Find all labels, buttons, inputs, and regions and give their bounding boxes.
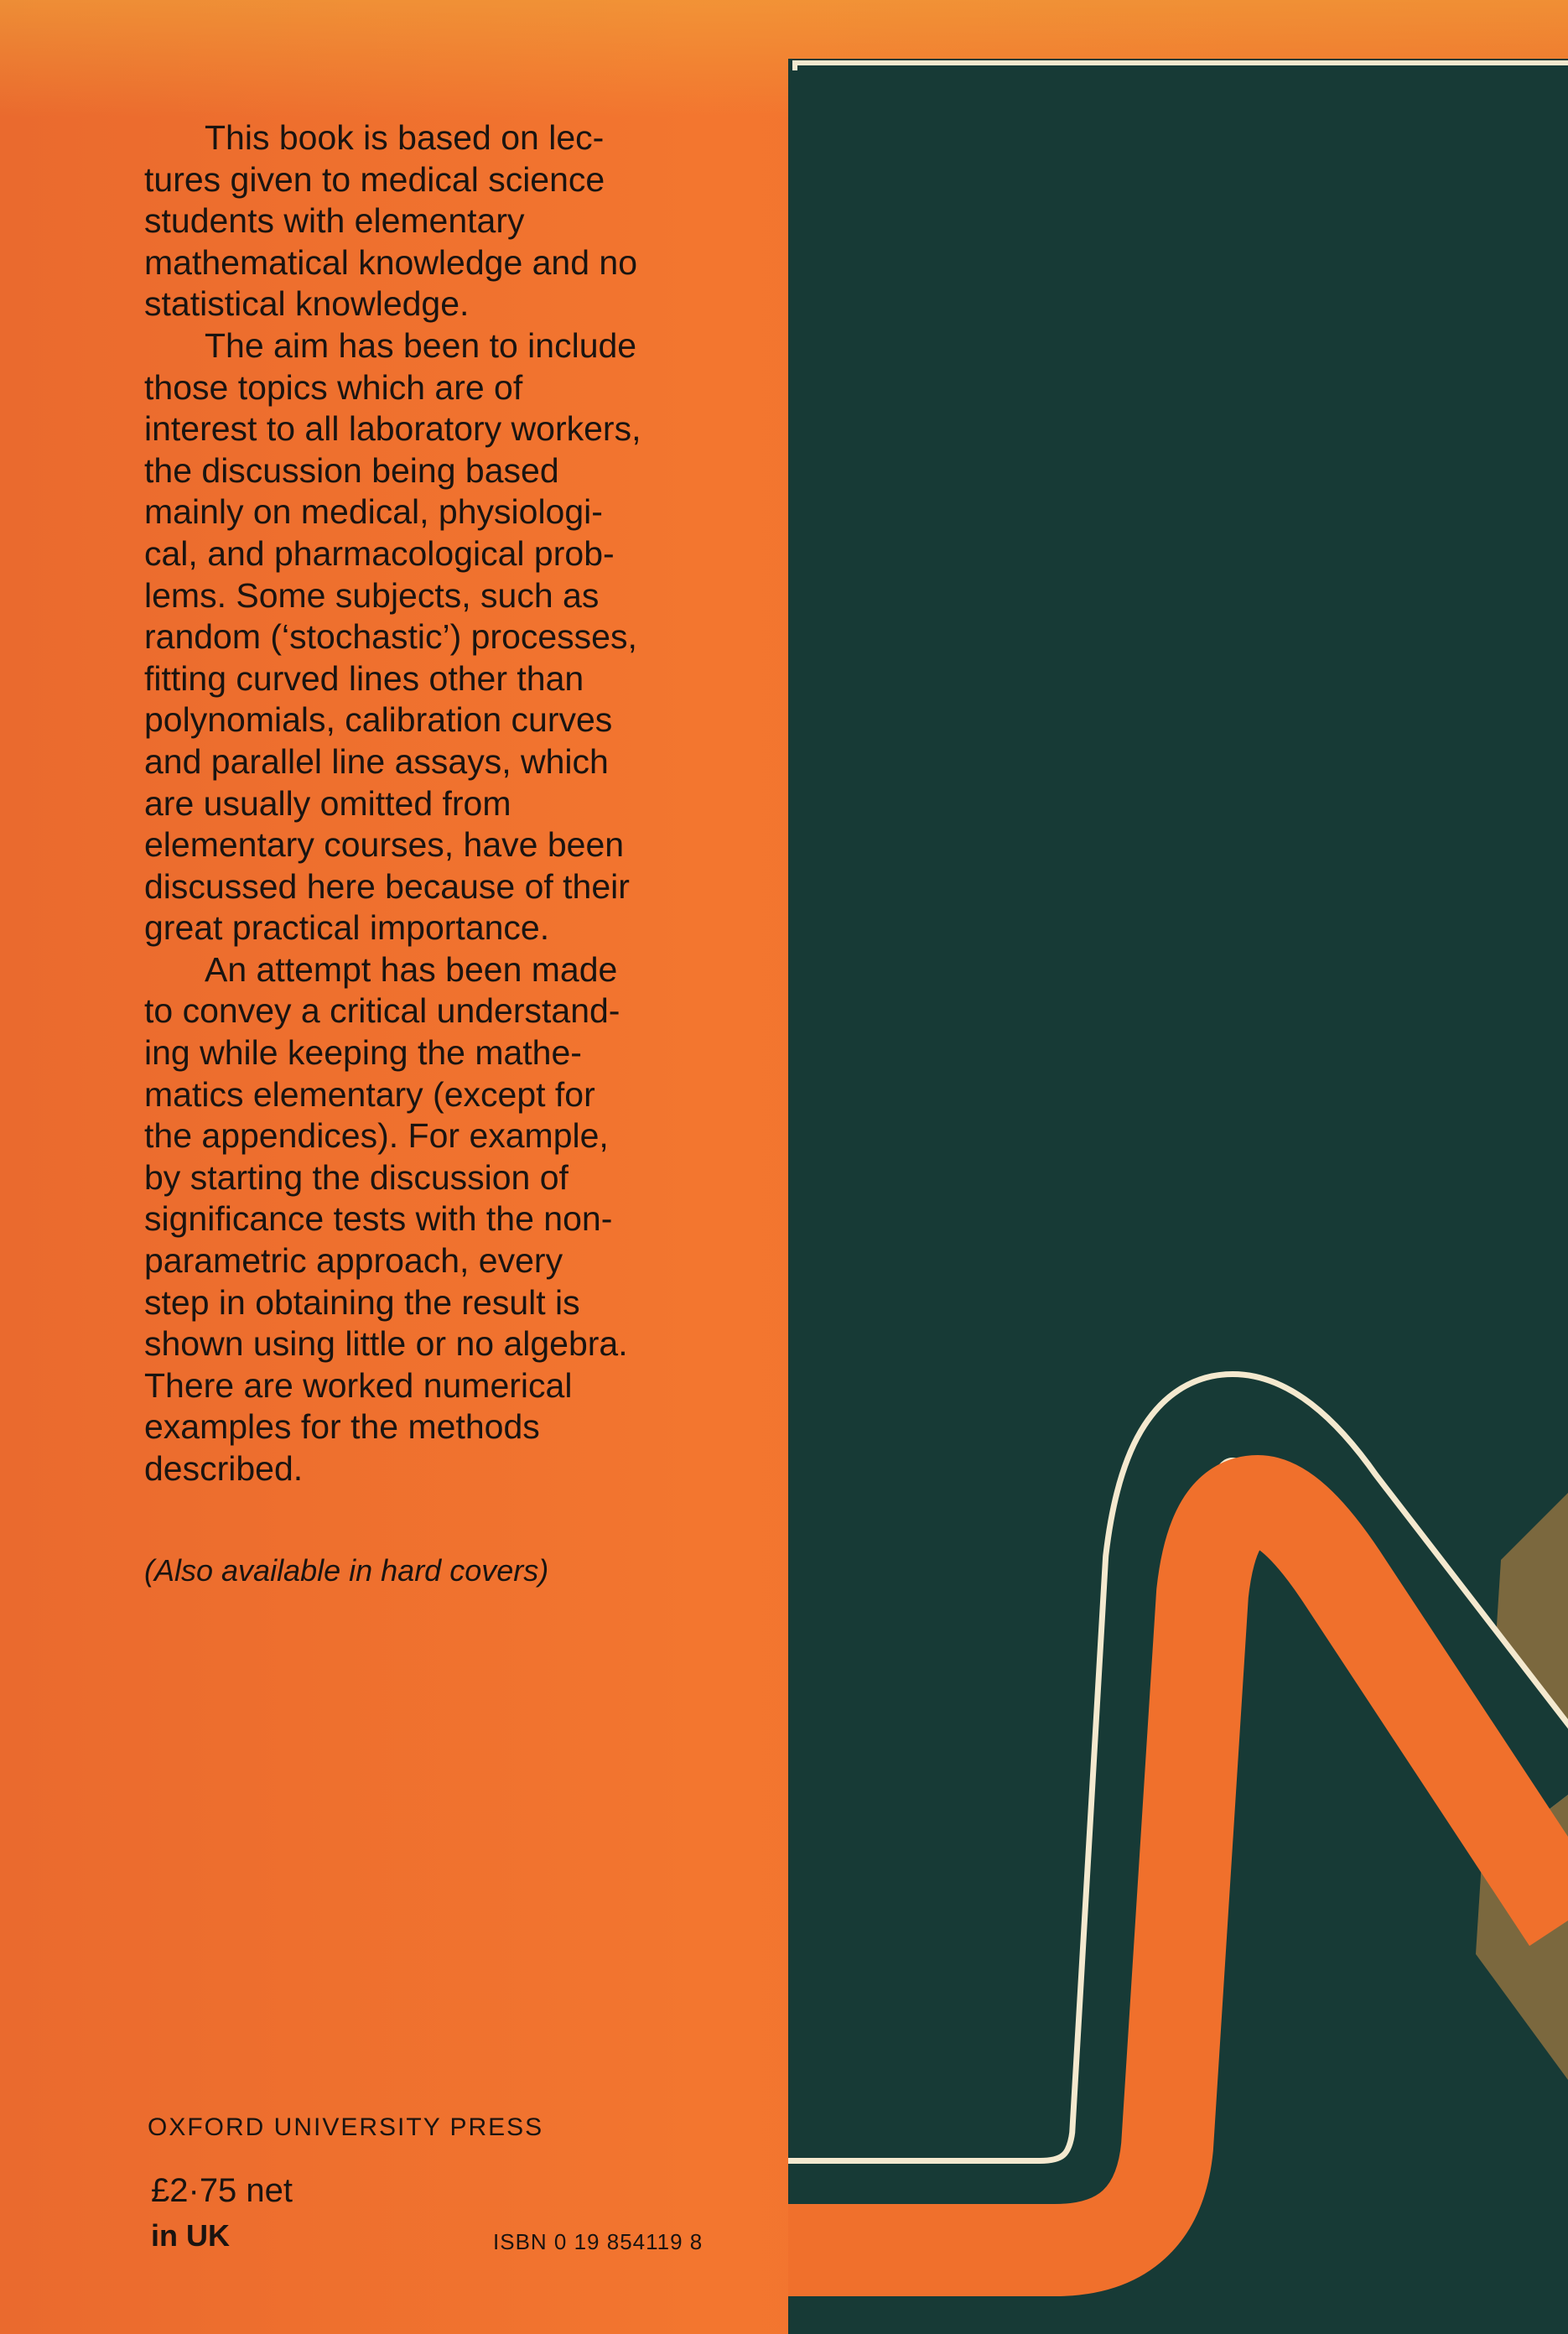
blurb-text: [144, 117, 748, 1490]
panel-top-rule: [795, 60, 1568, 65]
isbn: ISBN 0 19 854119 8: [493, 2229, 704, 2254]
price-region: in UK: [151, 2218, 230, 2253]
blurb-paragraph-3: An attempt has been made to convey a critical understand- ing while keeping the mathe- matics elementary (except for the appendices). For example, by starting the discussion of significance tests with the non- parametric approach, every step in obtaining the result is shown using little or no algebra. There are worked numerical examples for the methods described.: [144, 949, 628, 1488]
availability-note: (Also available in hard covers): [144, 1553, 549, 1588]
price: £2·75 net: [151, 2172, 293, 2209]
blurb-paragraph-2: The aim has been to include those topics which are of interest to all laboratory workers, the discussion being based mainly on medical, physiologi- cal, and pharmacological prob- lems. Some subjects, such as random (‘stochastic’) processes, fitting curved lines other than polynomials, calibration curves and parallel line assays, which are usually omitted from elementary courses, have been discussed here because of their great practical importance.: [144, 325, 641, 948]
blurb-paragraph-1: This book is based on lec- tures given to medical science students with elementary mathematical knowledge and no statistical knowledge.: [144, 118, 638, 324]
publisher-name: OXFORD UNIVERSITY PRESS: [148, 2113, 544, 2141]
